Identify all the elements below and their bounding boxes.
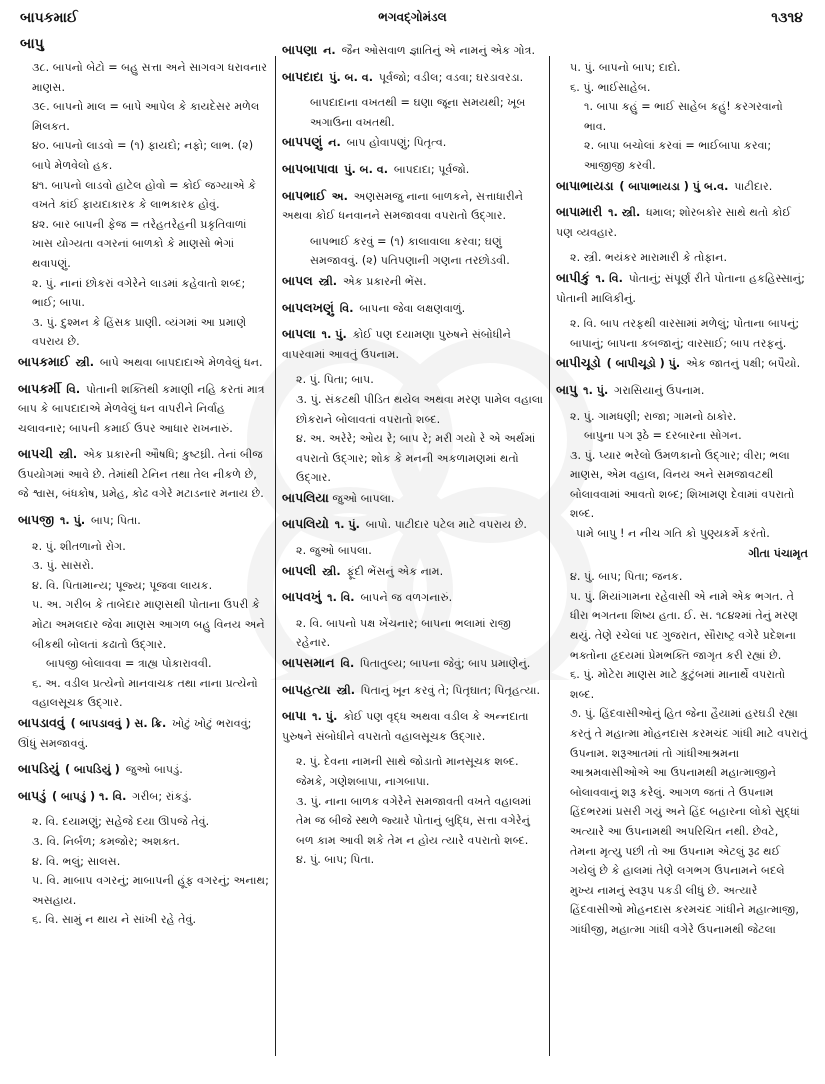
dictionary-entry [556,176,808,197]
sense-item: ૪. વિ. પિતામાન્ય; પૂજ્ય; પૂજવા લાયક. [32,578,213,592]
dictionary-entry [556,353,808,374]
dictionary-entry [556,268,808,308]
entry-headword: બાપડાવવું [18,715,65,730]
idiom-phrase: ૨. બાપા બચોલાં કરવાં = ભાઈબાપા કરવા; આજીજી કરવી. [584,139,772,172]
quotation [556,524,808,563]
idiom-phrase: બાપજી બોલાવવા = ત્રાહ્ય પોકારાવવી. [46,657,212,671]
sub-entry: ૩૮. બાપનો બેટો = બહુ સત્તા અને સાગવગ ધરાવનાર માણસ. [32,61,267,94]
sense-item: ૩. પું. દુશ્મન કે હિંસક પ્રાણી. વ્યંગમાં આ પ્રમાણે વપરાય છે. [32,315,247,349]
page-header [0,8,825,34]
grammar-label: વિ. [336,657,359,671]
dictionary-entry [556,202,808,242]
definition-text: પોતાની શક્તિથી કમાણી નહિ કરતાં માત્ર બાપ કે બાપદાદાએ મેળવેલું ધન વાપરીને નિર્વાહ ચલાવનાર; બાપની કમાઈ ઉપર આધાર રાખનારું. [18,382,265,435]
sense-item: ૪. પું. બાપ; પિતા. [296,853,375,867]
sense-item: ૨. જુઓ બાપલા. [296,544,372,558]
dictionary-entry [18,444,270,504]
entry-headword: બાપડિયું [18,761,60,777]
grammar-label: સ્ત્રી. [71,355,98,369]
idiom-phrase: બાપુના પગ રૂઠે = દરબારના સોગન. [584,429,742,443]
entry-headword: બાપાભાયડા [556,177,614,193]
grammar-label: સ્ત્રી. [54,448,82,462]
dictionary-entry [282,587,544,608]
definition-text: પિતાતુલ્ય; બાપના જેવું; બાપ પ્રમાણેનું. [360,657,531,671]
entry-headword: બાપકર્મી [18,380,61,396]
grammar-label: અ. [327,189,352,203]
definition-text: એક પ્રકારની ભેંસ. [342,274,427,288]
definition-text: પોતાનું; સંપૂર્ણ રીતે પોતાના હકહિસ્સાનું; પોતાની માલિકીનું. [556,271,805,305]
entry-headword: બાપલા [282,326,316,342]
sub-entry: ૩૯. બાપનો માલ = બાપે આપેલ કે કાયદેસર મળેલ મિલકત. [32,100,260,133]
sense-item: ૨. વિ. દયામણું; સહેજે દયા ઊપજે તેવું. [32,815,210,829]
definition-text: પાટીદાર. [734,179,773,193]
dictionary-entry [282,40,544,61]
dictionary-entry [282,514,544,535]
sense-item: ૩. પું. નાના બાળક વગેરેને સમજાવતી વખતે વહાલમાં તેમ જ બીજે સ્થળે જ્યારે પોતાનું બુદ્ધિ, સત્તા વગેરેનું બળ કામ આવી શકે તેમ ન હોય ત્યારે વપરાતો શબ્દ. [296,794,532,847]
dictionary-entry [282,653,544,674]
dictionary-entry [282,324,544,364]
sense-item: ૪. વિ. ભલું; સાલસ. [32,854,121,868]
entry-headword: બાપામારી [556,204,603,220]
grammar-label: વિ. [335,301,358,315]
grammar-label: ૧. પું. [330,518,364,532]
grammar-label: ૧. વિ. [323,591,359,605]
entry-headword: બાપલી [282,562,317,578]
definition-text: બાપને જ વળગનારું. [360,591,453,605]
page-number: ૧૩૧૪ [771,10,803,26]
book-title: ભગવદ્ગોમંડલ [378,10,447,24]
definition-text: એક જાતનું પક્ષી; બપૈયો. [686,357,801,371]
definition-text: પૂર્વજો; વડીલ; વડવા; ઘરડાવરડા. [378,70,524,84]
grammar-label: પું. બ. વ. [340,162,392,176]
sense-item: ૬. વિ. સામું ન થાય ને સાંખી રહે તેવું. [32,913,197,927]
grammar-label: ૧. પું. [308,710,342,724]
entry-headword: બાપબાપાવા [282,160,339,176]
sense-item: ૨. પું. દેવના નામની સાથે જોડાતો માનસૂચક શબ્દ. જેમકે, ગણેશબાપા, નાગબાપા. [296,755,519,788]
entry-headword: બાપણા [282,42,318,57]
definition-text: બાપ; પિતા. [90,514,141,528]
definition-text: અણસમજુ નાના બાળકને, સત્તાધારીને અથવા કોઈ ધનવાનને સમજાવવા વપરાતો ઉદ્ગાર. [282,189,524,223]
grammar-label: ( બાપીચૂડો ) પું. [602,357,685,371]
dictionary-entry [282,680,544,701]
dictionary-entry [282,159,544,180]
dictionary-entry [282,67,544,88]
sense-item: ૩. વિ. નિર્બળ; કમજોર; અશક્ત. [32,834,180,848]
quote-source: ગીતા પંચામૃત [748,546,808,560]
grammar-label: સ્ત્રી. [332,683,359,697]
dictionary-entry [18,759,270,780]
grammar-label: ૧. પું. [579,383,613,397]
idiom-phrase: બાપદાદાના વખતથી = ઘણા જૂના સમયથી; ખૂબ અગાઉના વખતથી. [310,96,526,129]
sense-item: ૨. પું. નાનાં છોકરાં વગેરેને લાડમાં કહેવાતો શબ્દ; ભાઈ; બાપા. [32,276,246,310]
dictionary-entry [282,561,544,582]
entry-headword: બાપલિયા [282,489,329,505]
grammar-label: ( બાપડિયું ) [61,763,124,777]
entry-headword: બાપલખણું [282,299,334,315]
grammar-label: પું. બ. વ. [325,70,377,84]
sub-entry: ૪૧. બાપનો લાડવો હાટેલ હોવો = કોઈ જગ્યાએ કે વખતે કાંઈ ફાયદાકારક કે લાભકારક હોવું. [32,178,257,212]
grammar-label: ૧. સ્ત્રી. [604,206,645,220]
grammar-label: ન. [319,44,340,57]
entry-headword: બાપુ [556,381,578,397]
dictionary-entry [556,380,808,401]
sense-item: ૫. પું. મિયાંગામના રહેવાસી એ નામે એક ભગત. તે ધીરા ભગતના શિષ્ય હતા. ઈ. સ. ૧૮૪૨માં તેનું મરણ થયું. તેણે રચેલાં પદ ગુજરાત, સૌરાષ્ટ્ર વગેરે પ્રદેશના ભક્તોના હૃદયમાં પ્રેમભક્તિ જાગૃત કરી રહ્યાં છે. [570,589,799,662]
definition-text: જુઓ બાપલા. [332,491,395,505]
definition-text: એક પ્રકારની ઔષધિ; કુષ્ટઘ્રી. તેનાં બીજ ઉપયોગમાં આવે છે. તેમાંથી ટેનિન તથા તેલ નીકળે છે, જે શ્વાસ, બંધકોષ, પ્રમેહ, કોઢ વગેરે મટાડનાર મનાય છે. [18,448,264,501]
column-2 [282,40,544,870]
idiom-phrase: ૧. બાપા કહું = ભાઈ સાહેબ કહું! કરગરવાનો ભાવ. [584,100,783,133]
sense-item: ૪. પું. બાપ; પિતા; જનક. [570,570,683,584]
grammar-label: ૧. પું. [56,514,89,528]
sense-item: ૭. પું. હિંદવાસીઓનું હિત જેના હૈયામાં હરઘડી રહ્યા કરતું તે મહાત્મા મોહનદાસ કરમચંદ ગાંધી માટે વપરાતું ઉપનામ. શરૂઆતમાં તો ગાંધીઆશ્રમના આશ્રમવાસીઓએ આ ઉપનામથી મહાત્માજીને બોલાવવાનું શરૂ કરેલું. આગળ જતાં તે ઉપનામ હિંદભરમાં પ્રસરી ગયું અને હિંદ બહારના લોકો સુદ્ધાં અત્યારે આ ઉપનામથી અપરિચિત નથી. છેવટે, તેમના મૃત્યુ પછી તો આ ઉપનામ એટલું રૂઢ થઈ ગયેલું છે કે હાલમાં તેણે લગભગ ઉપનામને બદલે મુખ્ય નામનું સ્વરૂપ પકડી લીધું છે. અત્યારે હિંદવાસીઓ મોહનદાસ કરમચંદ ગાંધીને મહાત્માજી, ગાંધીજી, મહાત્મા ગાંધી વગેરે ઉપનામથી જેટલા [570,707,808,936]
sense-item: ૨. વિ. બાપ તરફથી વારસામાં મળેલું; પોતાના બાપનું; બાપાનું; બાપના કબજાનું; વારસાઈ; બાપ તરફનું. [570,317,800,350]
entry-headword: બાપકમાઈ [18,353,70,369]
dictionary-entry [282,186,544,226]
definition-text: બાપના જેવા લક્ષણવાળું. [359,301,466,315]
grammar-label: ( બાપડાવવું ) સ. ક્રિ. [66,717,171,730]
definition-text: જૈન ઓસવાળ જ્ઞાતિનું એ નામનું એક ગોત્ર. [341,44,536,57]
sub-guideword: બાપુ [20,36,44,52]
grammar-label: ( બાપડું ) ૧. વિ. [48,789,131,803]
dictionary-entry [18,352,270,373]
column-divider [549,56,550,1056]
dictionary-entry [282,271,544,292]
dictionary-entry [282,706,544,746]
grammar-label: ( બાપાભાયડા ) પું બ.વ. [615,179,733,193]
definition-text: બાપદાદા; પૂર્વજો. [393,162,470,176]
quote-text: પામે બાપુ ! ન નીચ ગતિ કો પુણ્યકર્મે કરંતો. [576,527,770,541]
grammar-label: સ્ત્રી. [314,274,341,288]
entry-headword: બાપલ [282,272,313,288]
entry-headword: બાપજી [18,512,55,528]
column-divider [275,56,276,1056]
definition-text: ખોટું ખોટું ભરાવવું; ઊંધું સમજાવવું. [18,717,252,750]
entry-headword: બાપસમાન [282,655,335,671]
entry-headword: બાપવખું [282,589,322,605]
entry-headword: બાપડું [18,787,47,803]
definition-text: બાપે અથવા બાપદાદાએ મેળવેલું ધન. [99,355,263,369]
sense-item: ૬. પું. મોટેરા માણસ માટે કુટુંબમાં માનાર્થે વપરાતો શબ્દ. [570,668,786,701]
dictionary-entry [282,132,544,153]
grammar-label: ૧. પું. [317,328,351,342]
sense-item: ૫. અ. ગરીબ કે તાબેદાર માણસથી પોતાના ઉપરી કે મોટા અમલદાર જેવા માણસ આગળ બહુ વિનય અને બીકથી બોલતાં કઢાતો ઉદ્ગાર. [32,598,265,651]
entry-headword: બાપભાઈ [282,187,326,203]
column-3 [556,58,808,940]
column-1 [18,58,270,930]
sense-item: ૬. પું. ભાઈસાહેબ. [570,80,651,94]
sub-entry: ૪૨. બાર બાપની ફેજ = તરેહતરેહની પ્રકૃતિવાળાં ખાસ યોગ્યતા વગરનાં બાળકો કે માણસો ભેગાં થવાપણું. [32,217,247,270]
sense-item: ૨. સ્ત્રી. ભયંકર મારામારી કે તોફાન. [570,251,727,265]
sense-item: ૩. પું. સાસરો. [32,559,94,573]
dictionary-entry [282,488,544,509]
dictionary-entry [282,298,544,319]
entry-headword: બાપપણું [282,134,323,150]
definition-text: બાપો. પાટીદાર પટેલ માટે વપરાય છે. [365,518,527,532]
entry-headword: બાપદાદા [282,68,324,84]
sub-entry: ૪૦. બાપનો લાડવો = (૧) ફાયદો; નફો; લાભ. (૨) બાપે મેળવેલો હક. [32,139,254,172]
sense-item: ૫. પું. બાપનો બાપ; દાદો. [570,61,681,74]
entry-headword: બાપીચૂડો [556,355,601,371]
grammar-label: વિ. [62,382,84,396]
definition-text: કોઈ પણ વૃદ્ધ અથવા વડીલ કે અન્નદાતા પુરુષને સંબોધીને વપરાતો વહાલસૂચક ઉદ્ગાર. [282,710,529,743]
definition-text: ફૂંદી ભેંસનું એક નામ. [346,564,444,578]
definition-text: પિતાનું ખૂન કરવું તે; પિતૃઘાત; પિતૃહત્યા. [360,683,541,697]
sense-item: ૨. પું. શીતળાનો રોગ. [32,539,126,553]
grammar-label: સ્ત્રી. [318,564,345,578]
definition-text: ધમાલ; શોરબકોર સાથે થતો કોઈ પણ વ્યવહાર. [556,206,792,239]
dictionary-entry [18,510,270,531]
sense-item: ૨. વિ. બાપનો પક્ષ ખેંચનાર; બાપના ભલામાં રાજી રહેનાર. [296,616,511,650]
dictionary-entry [18,379,270,439]
definition-text: બાપ હોવાપણું; પિતૃત્વ. [346,136,447,150]
sense-item: ૪. અ. અરેરે; ઓય રે; બાપ રે; મરી ગયો રે એ અર્થમાં વપરાતો ઉદ્ગાર; શોક કે મનની અકળામણમાં થતો ઉદ્ગાર. [296,432,536,485]
sense-item: ૩. પું. સંકટથી પીડિત થયેલ અથવા મરણ પામેલ વહાલા છોકરાને બોલાવતાં વપરાતો શબ્દ. [296,392,544,426]
dictionary-entry [18,786,270,807]
grammar-label: ૧. વિ. [591,271,627,285]
sense-item: ૩. પું. પ્યાર ભરેલો ઉમળકાનો ઉદ્ગાર; વીરા; ભલા માણસ, એમ વહાલ, વિનય અને સમજાવટથી બોલાવવામાં આવતો શબ્દ; શિખામણ દેવામાં વપરાતો શબ્દ. [570,448,795,521]
entry-headword: બાપા [282,708,307,724]
entry-headword: બાપચી [18,446,53,462]
sense-item: ૫. વિ. માબાપ વગરનું; માબાપની હૂંફ વગરનું; અનાથ; અસહાય. [32,874,269,907]
entry-headword: બાપીકું [556,269,590,285]
entry-headword: બાપલિયો [282,516,329,532]
dictionary-entry [18,713,270,753]
definition-text: કોઈ પણ દયામણા પુરુષને સંબોધીને વાપરવામાં આવતું ઉપનામ. [282,328,511,361]
definition-text: ગરાસિયાનું ઉપનામ. [614,383,705,397]
sense-item: ૨. પું. ગામધણી; રાજા; ગામનો ઠાકોર. [570,409,737,423]
entry-headword: બાપહત્યા [282,681,331,697]
idiom-phrase: બાપભાઈ કરવું = (૧) કાલાવાલા કરવા; ઘણું સમજાવવું. (૨) પતિપણાની ગણના તરછોડવી. [310,234,510,268]
sense-item: ૬. અ. વડીલ પ્રત્યેનો માનવાચક તથા નાના પ્રત્યેનો વહાલસૂચક ઉદ્ગાર. [32,676,258,710]
left-guideword: બાપકમાઈ [20,10,78,26]
definition-text: જુઓ બાપડું. [125,763,183,777]
sense-item: ૨. પું. પિતા; બાપ. [296,373,374,387]
definition-text: ગરીબ; રાંકડું. [132,789,192,803]
grammar-label: ન. [324,136,345,150]
